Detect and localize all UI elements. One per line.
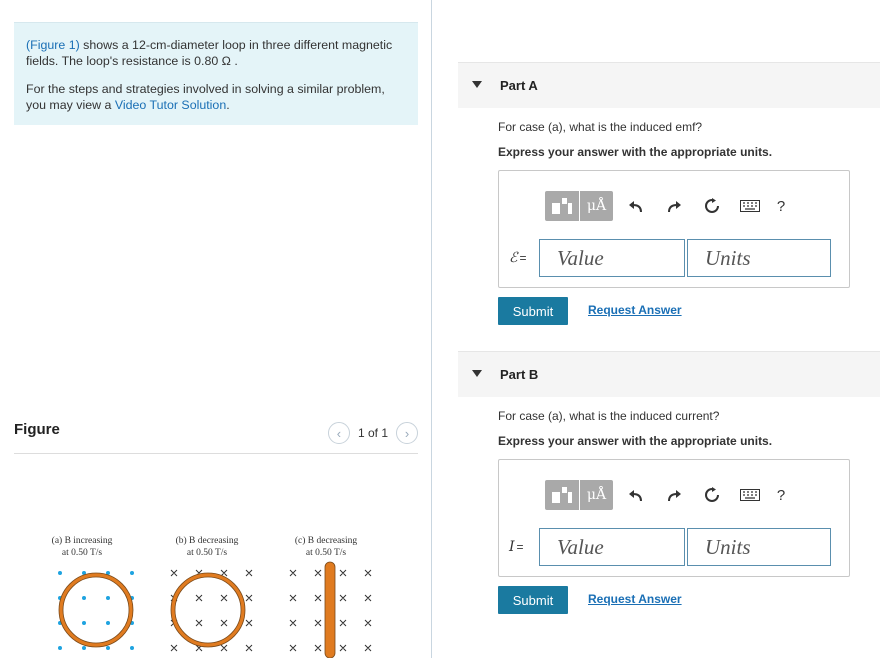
value-input[interactable]: Value (539, 528, 685, 566)
part-b-header[interactable] (458, 351, 880, 397)
undo-icon (628, 199, 644, 213)
part-b-label: Part B (500, 367, 539, 382)
help-button[interactable]: ? (776, 197, 786, 215)
reset-button[interactable] (697, 191, 727, 221)
figure-pager (328, 422, 418, 444)
reset-icon (704, 198, 720, 214)
units-glyph: μÅ (586, 198, 607, 214)
template-icon (545, 191, 579, 221)
emf-symbol: ℰ (509, 250, 518, 266)
part-a-toolbar (545, 191, 793, 221)
part-a-symbol (509, 250, 539, 266)
part-a-instruction: Express your answer with the appropriate units. (498, 145, 773, 159)
figure-link[interactable]: (Figure 1) (26, 38, 80, 52)
figure-header (14, 420, 418, 454)
units-input[interactable]: Units (687, 239, 831, 277)
template-button[interactable] (545, 480, 613, 510)
units-button[interactable] (579, 191, 613, 221)
part-a-header[interactable] (458, 62, 880, 108)
reset-button[interactable] (697, 480, 727, 510)
part-a-request-answer-link[interactable]: Request Answer (588, 303, 682, 317)
current-symbol: I (509, 539, 515, 555)
panel-a-dots (58, 571, 134, 650)
panel-b-label-2: at 0.50 T/s (186, 548, 228, 558)
keyboard-icon (740, 489, 760, 501)
intro-paragraph-1 (26, 37, 406, 69)
part-b-question: For case (a), what is the induced current? (498, 409, 720, 423)
panel-a-loop (61, 575, 131, 645)
part-b-answer-box (498, 459, 850, 577)
panel-a-label-1: (a) B increasing (51, 536, 113, 546)
chevron-left-icon: ‹ (336, 425, 342, 441)
help-button[interactable]: ? (776, 486, 786, 504)
template-button[interactable] (545, 191, 613, 221)
value-input[interactable]: Value (539, 239, 685, 277)
panel-b-loop (173, 575, 243, 645)
keyboard-button[interactable] (735, 480, 765, 510)
intro-text-1: shows a 12-cm-diameter loop in three different magnetic fields. The loop's resistance is 0.80 Ω . (26, 38, 393, 68)
prev-figure-button[interactable] (328, 422, 350, 444)
part-b-instruction: Express your answer with the appropriate units. (498, 434, 773, 448)
undo-button[interactable] (621, 480, 651, 510)
part-b-toolbar (545, 480, 793, 510)
part-b-submit-button[interactable]: Submit (498, 586, 568, 614)
figure-image (40, 530, 380, 658)
panel-c-loop (325, 562, 335, 658)
figure-title: Figure (14, 421, 60, 438)
redo-icon (666, 199, 682, 213)
part-b-field-row (509, 528, 831, 566)
part-a-answer-box (498, 170, 850, 288)
reset-icon (704, 487, 720, 503)
panel-c-label-1: (c) B decreasing (294, 536, 358, 546)
panel-c-label-2: at 0.50 T/s (305, 548, 347, 558)
part-b-request-answer-link[interactable]: Request Answer (588, 592, 682, 606)
collapse-triangle-icon (472, 81, 482, 88)
undo-icon (628, 488, 644, 502)
equals-sign: = (519, 251, 527, 265)
undo-button[interactable] (621, 191, 651, 221)
intro-text-2-end: . (226, 98, 230, 112)
chevron-right-icon: › (404, 425, 410, 441)
video-tutor-link[interactable]: Video Tutor Solution (114, 98, 227, 112)
panel-b-label-1: (b) B decreasing (175, 536, 239, 546)
keyboard-icon (740, 200, 760, 212)
part-b-symbol (509, 539, 539, 555)
redo-button[interactable] (659, 191, 689, 221)
next-figure-button[interactable] (396, 422, 418, 444)
equals-sign: = (516, 540, 524, 554)
keyboard-button[interactable] (735, 191, 765, 221)
template-icon (545, 480, 579, 510)
left-panel (0, 0, 432, 658)
problem-intro (14, 22, 418, 125)
units-glyph: μÅ (586, 487, 607, 503)
part-a-label: Part A (500, 78, 538, 93)
units-button[interactable] (579, 480, 613, 510)
redo-icon (666, 488, 682, 502)
part-a-question: For case (a), what is the induced emf? (498, 120, 703, 134)
units-input[interactable]: Units (687, 528, 831, 566)
panel-a-label-2: at 0.50 T/s (61, 548, 103, 558)
intro-paragraph-2 (26, 81, 406, 113)
part-a-field-row (509, 239, 831, 277)
intro-text-2: For the steps and strategies involved in solving a similar problem, you may view a (26, 82, 385, 112)
collapse-triangle-icon (472, 370, 482, 377)
redo-button[interactable] (659, 480, 689, 510)
pager-count: 1 of 1 (357, 426, 388, 440)
part-a-submit-button[interactable]: Submit (498, 297, 568, 325)
